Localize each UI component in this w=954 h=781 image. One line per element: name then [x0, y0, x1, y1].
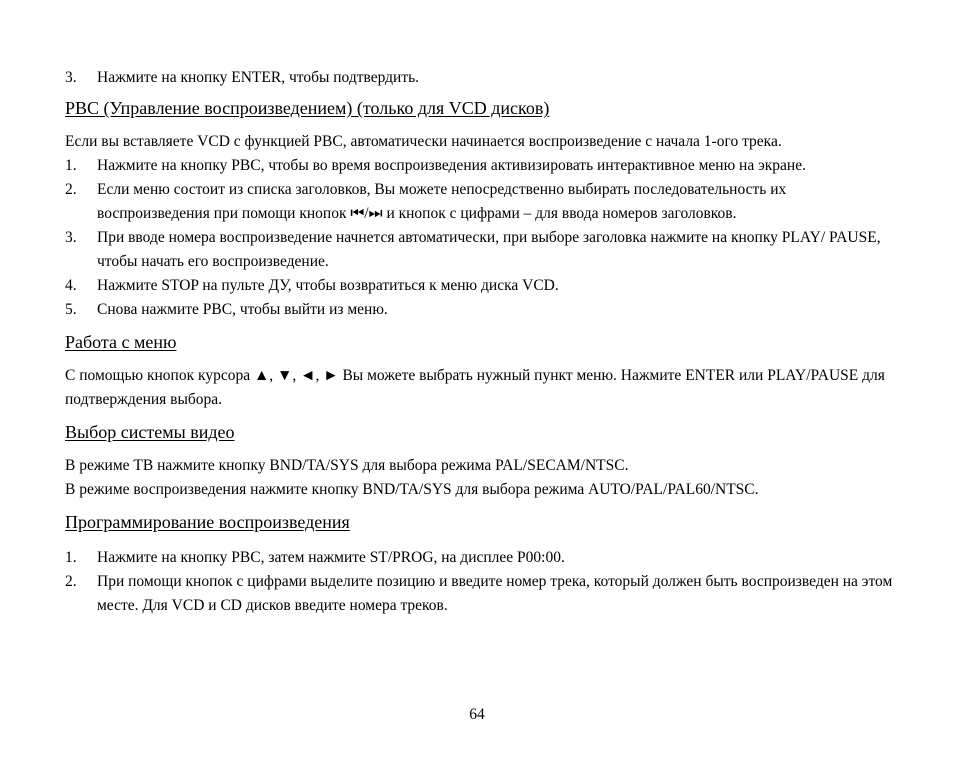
list-text: Нажмите на кнопку ENTER, чтобы подтвердить.: [97, 69, 420, 86]
section-heading-menu: Работа с меню: [65, 332, 177, 352]
list-item: [65, 546, 895, 570]
document-page: [65, 66, 895, 618]
list-item: [65, 66, 895, 90]
list-number: 3.: [65, 229, 77, 246]
list-item: [65, 570, 895, 618]
list-number: 2.: [65, 181, 77, 198]
list-number: 1.: [65, 157, 77, 174]
list-item: [65, 178, 895, 226]
list-number: 2.: [65, 573, 77, 590]
list-text: Нажмите на кнопку PBC, затем нажмите ST/PROG, на дисплее P00:00.: [97, 549, 565, 566]
list-number: 5.: [65, 301, 77, 318]
list-number: 4.: [65, 277, 77, 294]
list-text: Нажмите STOP на пульте ДУ, чтобы возвратиться к меню диска VCD.: [97, 277, 559, 294]
paragraph: В режиме ТВ нажмите кнопку BND/TA/SYS для выбора режима PAL/SECAM/NTSC.: [65, 457, 629, 474]
section-heading-pbc: PBC (Управление воспроизведением) (только для VCD дисков): [65, 98, 550, 118]
list-text: При помощи кнопок с цифрами выделите позицию и введите номер трека, который должен быть воспроизведен на этом месте. Для VCD и CD дисков введите номера треков.: [97, 573, 893, 614]
page-number: 64: [469, 706, 485, 723]
paragraph: Если вы вставляете VCD с функцией PBC, автоматически начинается воспроизведение с начала 1-ого трека.: [65, 133, 782, 150]
list-number: 1.: [65, 549, 77, 566]
paragraph: С помощью кнопок курсора ▲, ▼, ◄, ► Вы можете выбрать нужный пункт меню. Нажмите ENTER или PLAY/PAUSE для подтверждения выбора.: [65, 367, 885, 408]
list-text: Если меню состоит из списка заголовков, Вы можете непосредственно выбирать последовательность их воспроизведения при помощи кнопок ⏮/⏭ и кнопок с цифрами – для ввода номеров заголовков.: [97, 181, 787, 222]
list-text: Нажмите на кнопку PBC, чтобы во время воспроизведения активизировать интерактивное меню на экране.: [97, 157, 806, 174]
list-item: [65, 226, 895, 274]
list-item: [65, 154, 895, 178]
section-heading-video-system: Выбор системы видео: [65, 422, 235, 442]
paragraph: В режиме воспроизведения нажмите кнопку BND/TA/SYS для выбора режима AUTO/PAL/PAL60/NTSC.: [65, 481, 759, 498]
list-item: [65, 298, 895, 322]
list-number: 3.: [65, 69, 77, 86]
list-text: При вводе номера воспроизведение начнется автоматически, при выборе заголовка нажмите на кнопку PLAY/ PAUSE, чтобы начать его воспроизведение.: [97, 229, 881, 270]
section-heading-programming: Программирование воспроизведения: [65, 512, 350, 532]
list-text: Снова нажмите PBC, чтобы выйти из меню.: [97, 301, 388, 318]
list-item: [65, 274, 895, 298]
